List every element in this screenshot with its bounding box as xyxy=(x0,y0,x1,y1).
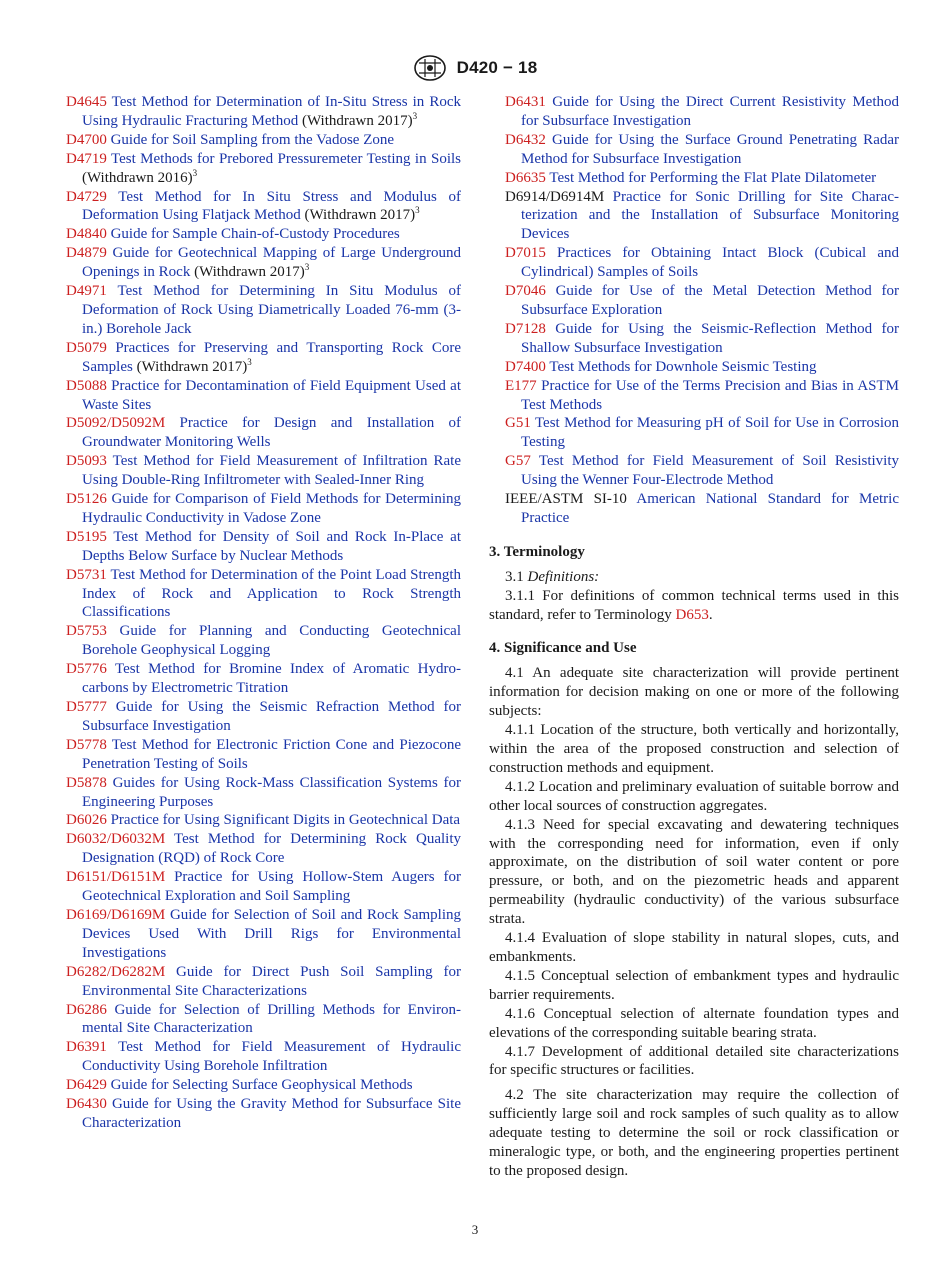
reference-title-link[interactable]: Test Method for Performing the Flat Plate Dilatometer xyxy=(549,169,877,186)
reference-title-link[interactable]: Practice for Using Hollow-Stem Augers for Geotechnical Exploration and Soil Sampling xyxy=(82,869,462,905)
reference-item xyxy=(505,244,899,282)
reference-title-link[interactable]: Test Methods for Prebored Pressuremeter Testing in Soils xyxy=(110,150,462,167)
reference-title-link[interactable]: Practices for Preserving and Transporting Rock Core Samples xyxy=(82,339,462,375)
paragraph-3-1: 3.1 Definitions: xyxy=(505,568,600,585)
reference-title-link[interactable]: Test Method for Bromine Index of Aromatic Hydrocarbons by Electrometric Titration xyxy=(82,661,462,697)
section-4-paragraphs xyxy=(489,664,899,1080)
reference-code-link[interactable]: D6429 xyxy=(66,1077,107,1094)
footnote-marker: 3 xyxy=(412,110,418,121)
reference-title-link[interactable]: Practice for Design and Installation of Groundwater Monitoring Wells xyxy=(82,415,462,451)
reference-item xyxy=(66,188,461,226)
reference-item xyxy=(66,528,461,566)
reference-code-link[interactable]: D4840 xyxy=(66,226,107,243)
reference-code-link[interactable]: D6026 xyxy=(66,812,107,829)
reference-item xyxy=(66,963,461,1001)
reference-item xyxy=(66,1076,461,1095)
reference-code-link[interactable]: G57 xyxy=(505,453,531,470)
reference-code-link: D6914/D6914M xyxy=(505,188,605,205)
paragraph: 4.1.1 Location of the structure, both vertically and horizontally, within the area of the proposed construction and selection of construction methods and equipment. xyxy=(489,722,899,776)
reference-title-link[interactable]: Guide for Using the Surface Ground Penetrating Radar Method for Subsurface Investigation xyxy=(521,131,899,167)
reference-title-link[interactable]: Guide for Selecting Surface Geophysical Methods xyxy=(110,1077,413,1094)
reference-code-link[interactable]: D5195 xyxy=(66,528,107,545)
reference-code-link[interactable]: D6032/D6032M xyxy=(66,831,166,848)
reference-code-link[interactable]: D4700 xyxy=(66,131,107,148)
reference-code-link[interactable]: D6391 xyxy=(66,1039,107,1056)
reference-title-link[interactable]: American National Standard for Metric Practice xyxy=(521,491,899,526)
footnote-marker: 3 xyxy=(247,356,252,367)
reference-item xyxy=(66,622,461,660)
reference-code-link[interactable]: E177 xyxy=(505,377,537,394)
reference-code-link[interactable]: D5093 xyxy=(66,453,107,470)
reference-title-link[interactable]: Test Method for Density of Soil and Rock In-Place at Depths Below Surface by Nuclear Methods xyxy=(82,528,462,564)
reference-item xyxy=(66,150,461,188)
reference-title-link[interactable]: Guide for Using the Direct Current Resistivity Method for Subsurface Investigation xyxy=(521,94,899,129)
reference-title-link[interactable]: Guide for Using the Gravity Method for Subsurface Site Characterization xyxy=(82,1096,462,1131)
page-header xyxy=(0,54,950,82)
reference-title-link[interactable]: Test Method for Field Measurement of Hydraulic Conductivity Using Borehole Infiltration xyxy=(82,1039,462,1075)
reference-title-link[interactable]: Test Method for Determination of the Point Load Strength Index of Rock and Application to Rock Strength Classifications xyxy=(82,566,462,621)
reference-title-link[interactable]: Test Methods for Downhole Seismic Testing xyxy=(549,358,817,375)
reference-item xyxy=(66,774,461,812)
reference-code-link[interactable]: D7015 xyxy=(505,245,546,262)
reference-code-link[interactable]: D4645 xyxy=(66,94,107,110)
paragraph: 4.1.7 Development of additional detailed site characterizations for specific structures or facilities. xyxy=(489,1043,899,1079)
reference-title-link[interactable]: Practice for Decontamination of Field Equipment Used at Waste Sites xyxy=(82,377,461,413)
reference-item xyxy=(66,660,461,698)
reference-title-link[interactable]: Practice for Sonic Drilling for Site Characterization and the Installation of Subsurface Monitoring Devices xyxy=(521,188,899,243)
reference-code-link[interactable]: D4879 xyxy=(66,245,107,262)
reference-title-link[interactable]: Test Method for Field Measurement of Soil Resistivity Using the Wenner Four-Electrode Method xyxy=(521,453,900,489)
reference-title-link[interactable]: Guide for Using the Seismic-Reflection Method for Shallow Subsurface Investigation xyxy=(521,320,899,356)
reference-code-link[interactable]: D6282/D6282M xyxy=(66,963,166,980)
reference-title-link[interactable]: Test Method for Field Measurement of Infiltration Rate Using Double-Ring Infiltrometer with Sealed-Inner Ring xyxy=(82,453,461,489)
withdrawn-note: (Withdrawn 2017) xyxy=(298,112,413,129)
reference-title-link[interactable]: Guide for Sample Chain-of-Custody Procedures xyxy=(110,226,400,243)
reference-title-link[interactable]: Test Method for In Situ Stress and Modulus of Deformation Using Flatjack Method xyxy=(82,188,461,224)
paragraph: 4.1.6 Conceptual selection of alternate foundation types and elevations of the corresponding suitable bearing strata. xyxy=(489,1005,899,1041)
astm-logo-icon xyxy=(413,54,447,82)
reference-title-link[interactable]: Guide for Selection of Soil and Rock Sampling Devices Used With Drill Rigs for Environmental Investigations xyxy=(82,906,461,961)
reference-code-link[interactable]: D6151/D6151M xyxy=(66,869,166,886)
reference-title-link[interactable]: Test Method for Determining Rock Quality Designation (RQD) of Rock Core xyxy=(82,831,461,867)
reference-code-link[interactable]: D7046 xyxy=(505,283,546,300)
footnote-marker: 3 xyxy=(415,205,420,216)
reference-code-link[interactable]: D5088 xyxy=(66,377,107,394)
terminology-link[interactable]: D653 xyxy=(675,606,709,623)
reference-item xyxy=(505,131,899,169)
reference-item xyxy=(66,93,461,131)
reference-title-link[interactable]: Test Method for Determination of In-Situ Stress in Rock Using Hydraulic Fracturing Method xyxy=(82,94,461,129)
reference-title-link[interactable]: Practice for Use of the Terms Precision and Bias in ASTM Test Methods xyxy=(521,377,900,413)
reference-code-link[interactable]: D6635 xyxy=(505,169,546,186)
reference-code-link[interactable]: D5776 xyxy=(66,661,107,678)
reference-code-link[interactable]: D5079 xyxy=(66,339,107,356)
reference-item xyxy=(66,906,461,963)
reference-title-link[interactable]: Guide for Soil Sampling from the Vadose Zone xyxy=(110,131,395,148)
reference-code-link[interactable]: D7400 xyxy=(505,358,546,375)
paragraph-3-1-1: 3.1.1 For definitions of common technical terms used in this standard, refer to Terminology D653. xyxy=(489,587,899,623)
reference-title-link[interactable]: Test Method for Measuring pH of Soil for Use in Corrosion Testing xyxy=(521,415,900,451)
withdrawn-note: (Withdrawn 2017) xyxy=(300,207,416,224)
reference-title-link[interactable]: Guide for Geotechnical Mapping of Large Underground Openings in Rock xyxy=(82,245,461,281)
reference-title-link[interactable]: Test Method for Electronic Friction Cone and Piezocone Penetration Testing of Soils xyxy=(82,736,461,772)
reference-title-link[interactable]: Guide for Selection of Drilling Methods for Environmental Site Characterization xyxy=(82,1001,461,1037)
reference-title-link[interactable]: Guide for Using the Seismic Refraction Method for Subsurface Investigation xyxy=(82,699,462,734)
reference-title-link[interactable]: Guide for Comparison of Field Methods for Determining Hydraulic Conductivity in Vadose Zone xyxy=(82,491,461,526)
reference-item xyxy=(66,490,461,528)
reference-item xyxy=(66,244,461,282)
page-number: 3 xyxy=(471,1222,479,1237)
reference-code-link[interactable]: D5731 xyxy=(66,566,107,583)
reference-item xyxy=(66,736,461,774)
reference-item xyxy=(66,339,461,377)
reference-item xyxy=(66,225,461,244)
reference-code-link[interactable]: D5753 xyxy=(66,623,107,640)
reference-item xyxy=(505,188,899,245)
paragraph: 4.1.5 Conceptual selection of embankment types and hydraulic barrier requirements. xyxy=(489,967,899,1003)
reference-title-link[interactable]: Guide for Use of the Metal Detection Method for Subsurface Exploration xyxy=(521,283,900,318)
withdrawn-note: (Withdrawn 2017) xyxy=(190,264,305,281)
section-4-heading: 4. Significance and Use xyxy=(489,640,637,657)
reference-item xyxy=(66,698,461,736)
reference-title-link[interactable]: Guides for Using Rock-Mass Classification Systems for Engineering Purposes xyxy=(82,774,461,810)
reference-item xyxy=(505,490,899,528)
reference-item xyxy=(66,811,461,830)
reference-item xyxy=(66,1095,461,1133)
reference-code-link[interactable]: D5777 xyxy=(66,699,107,715)
reference-item xyxy=(66,1038,461,1076)
reference-item xyxy=(505,358,899,377)
reference-code-link[interactable]: G51 xyxy=(505,415,531,432)
reference-item xyxy=(505,169,899,188)
standard-designation: D420 − 18 xyxy=(456,58,538,77)
reference-code-link[interactable]: D6432 xyxy=(505,131,546,148)
reference-code-link[interactable]: D6430 xyxy=(66,1096,107,1113)
paragraph: 4.1.4 Evaluation of slope stability in natural slopes, cuts, and embankments. xyxy=(489,930,899,965)
reference-list-left xyxy=(66,93,461,1133)
reference-item xyxy=(66,868,461,906)
reference-code-link[interactable]: D6286 xyxy=(66,1001,107,1018)
reference-code-link: IEEE/ASTM SI-10 xyxy=(505,491,627,508)
footnote-marker: 3 xyxy=(192,167,198,178)
reference-item xyxy=(505,414,899,452)
section-3-heading: 3. Terminology xyxy=(489,543,585,560)
reference-title-link[interactable]: Guide for Direct Push Soil Sampling for Environmental Site Characterizations xyxy=(82,963,462,999)
withdrawn-note: (Withdrawn 2016) xyxy=(82,169,193,186)
reference-code-link[interactable]: D5126 xyxy=(66,491,107,508)
paragraph: 4.1 An adequate site characterization will provide pertinent information for decision making on one or more of the following subjects: xyxy=(489,665,899,720)
reference-list-right xyxy=(505,93,899,528)
reference-item xyxy=(505,320,899,358)
reference-item xyxy=(66,282,461,339)
reference-item xyxy=(66,377,461,415)
reference-title-link[interactable]: Test Method for Determining In Situ Modulus of Deformation of Rock Using Diametrically Loaded 76-mm (3-in.) Borehole Jack xyxy=(82,283,461,337)
paragraph-4-2: 4.2 The site characterization may require the collection of sufficiently large soil and rock samples of such quality as to allow adequate testing to determine the soil or rock classification or mineralogic type, or both, and the engineering properties pertinent to the proposed design. xyxy=(489,1087,899,1179)
withdrawn-note: (Withdrawn 2017) xyxy=(132,358,248,375)
footnote-marker: 3 xyxy=(304,262,310,273)
paragraph: 4.1.3 Need for special excavating and dewatering techniques with the corresponding need for information, even if only approximate, on the distribution of soil water content or pore pressure, or both, and on the piezometric heads and apparent permeability (hydraulic conductivity) of the various subsurface strata. xyxy=(489,816,899,928)
reference-item xyxy=(505,93,899,131)
reference-code-link[interactable]: D7128 xyxy=(505,320,546,337)
paragraph: 4.1.2 Location and preliminary evaluation of suitable borrow and other local sources of construction aggregates. xyxy=(489,778,899,814)
reference-code-link[interactable]: D5778 xyxy=(66,736,107,753)
reference-code-link[interactable]: D6431 xyxy=(505,94,546,110)
reference-code-link[interactable]: D4719 xyxy=(66,150,107,167)
right-column xyxy=(489,93,899,1181)
reference-item xyxy=(66,566,461,623)
reference-code-link[interactable]: D5092/D5092M xyxy=(66,415,166,432)
reference-title-link[interactable]: Practices for Obtaining Intact Block (Cubical and Cylindrical) Samples of Soils xyxy=(521,245,899,281)
reference-item xyxy=(505,282,899,320)
reference-item xyxy=(66,452,461,490)
reference-item xyxy=(66,414,461,452)
reference-title-link[interactable]: Practice for Using Significant Digits in Geotechnical Data xyxy=(110,812,461,829)
reference-code-link[interactable]: D4729 xyxy=(66,188,107,205)
left-column xyxy=(66,93,461,1133)
reference-item xyxy=(66,131,461,150)
reference-code-link[interactable]: D6169/D6169M xyxy=(66,906,166,923)
reference-item xyxy=(66,1001,461,1039)
reference-title-link[interactable]: Guide for Planning and Conducting Geotechnical Borehole Geophysical Logging xyxy=(82,623,462,659)
reference-item xyxy=(66,830,461,868)
reference-item xyxy=(505,377,899,415)
reference-code-link[interactable]: D4971 xyxy=(66,283,107,300)
reference-item xyxy=(505,452,899,490)
reference-code-link[interactable]: D5878 xyxy=(66,774,107,791)
